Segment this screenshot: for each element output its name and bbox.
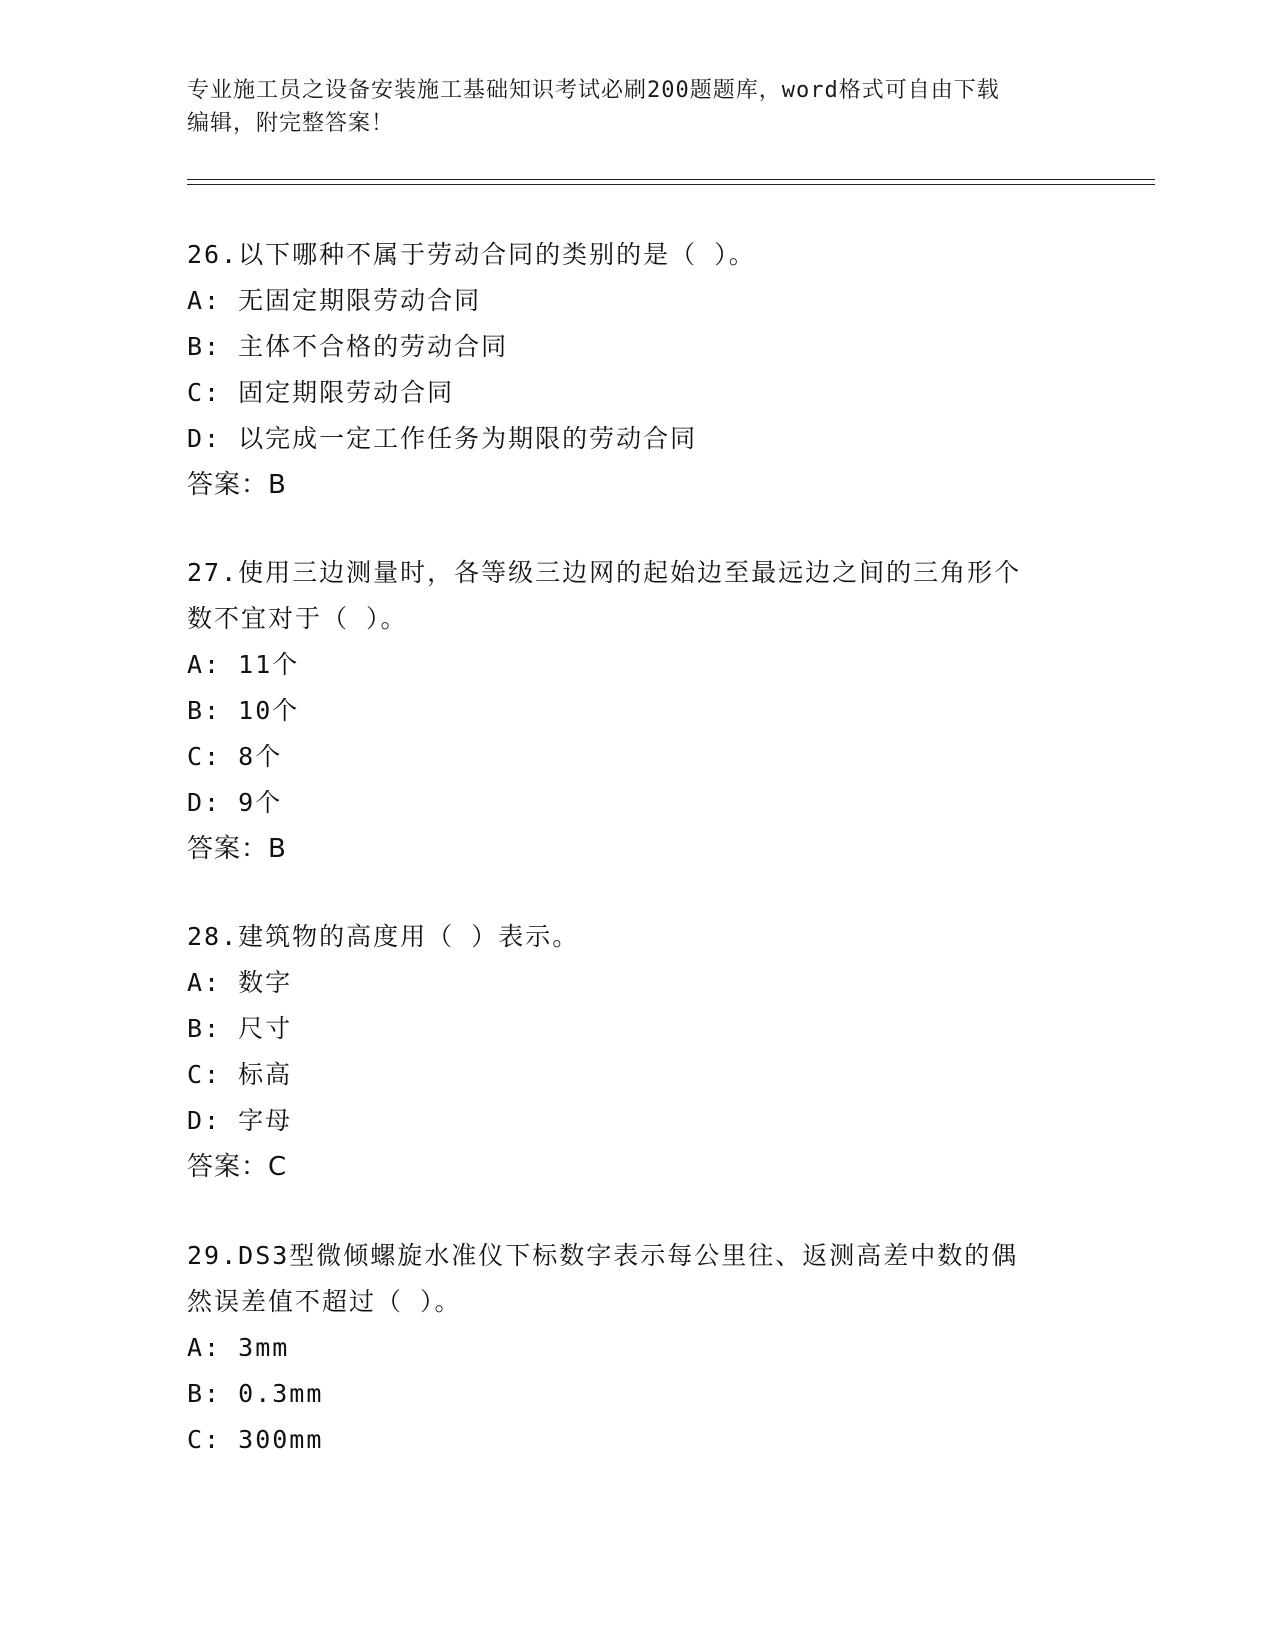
option-a: A: 11个 <box>187 650 300 679</box>
question-title: 27.使用三边测量时，各等级三边网的起始边至最远边之间的三角形个 <box>187 558 1022 587</box>
question-title-continued: 数不宜对于（ ）。 <box>187 604 408 633</box>
option-c: C: 8个 <box>187 742 283 771</box>
option-d: D: 字母 <box>187 1106 293 1135</box>
question-26 <box>187 232 1087 508</box>
option-d: D: 以完成一定工作任务为期限的劳动合同 <box>187 424 698 453</box>
document-header <box>187 74 1087 140</box>
answer-text: 答案：B <box>187 470 287 500</box>
option-a: A: 无固定期限劳动合同 <box>187 286 482 315</box>
question-title-continued: 然误差值不超过（ ）。 <box>187 1287 462 1316</box>
option-a: A: 3mm <box>187 1333 290 1362</box>
header-line-1: 专业施工员之设备安装施工基础知识考试必刷200题题库，word格式可自由下载 <box>187 78 1000 103</box>
question-title: 29.DS3型微倾螺旋水准仪下标数字表示每公里往、返测高差中数的偶 <box>187 1241 1019 1270</box>
header-divider-top <box>187 179 1155 180</box>
option-d: D: 9个 <box>187 788 283 817</box>
option-b: B: 主体不合格的劳动合同 <box>187 332 509 361</box>
question-title: 26.以下哪种不属于劳动合同的类别的是（ ）。 <box>187 240 756 269</box>
option-c: C: 固定期限劳动合同 <box>187 378 455 407</box>
question-28 <box>187 914 1087 1190</box>
question-title: 28.建筑物的高度用（ ）表示。 <box>187 922 580 951</box>
answer-text: 答案：B <box>187 834 287 864</box>
header-divider-bottom <box>187 184 1155 185</box>
header-line-2: 编辑，附完整答案！ <box>187 111 395 136</box>
question-27 <box>187 550 1087 872</box>
answer-text: 答案：C <box>187 1152 288 1182</box>
option-c: C: 300mm <box>187 1425 324 1454</box>
option-a: A: 数字 <box>187 968 293 997</box>
option-b: B: 尺寸 <box>187 1014 293 1043</box>
option-b: B: 10个 <box>187 696 300 725</box>
question-29 <box>187 1233 1087 1463</box>
option-c: C: 标高 <box>187 1060 293 1089</box>
option-b: B: 0.3mm <box>187 1379 324 1408</box>
